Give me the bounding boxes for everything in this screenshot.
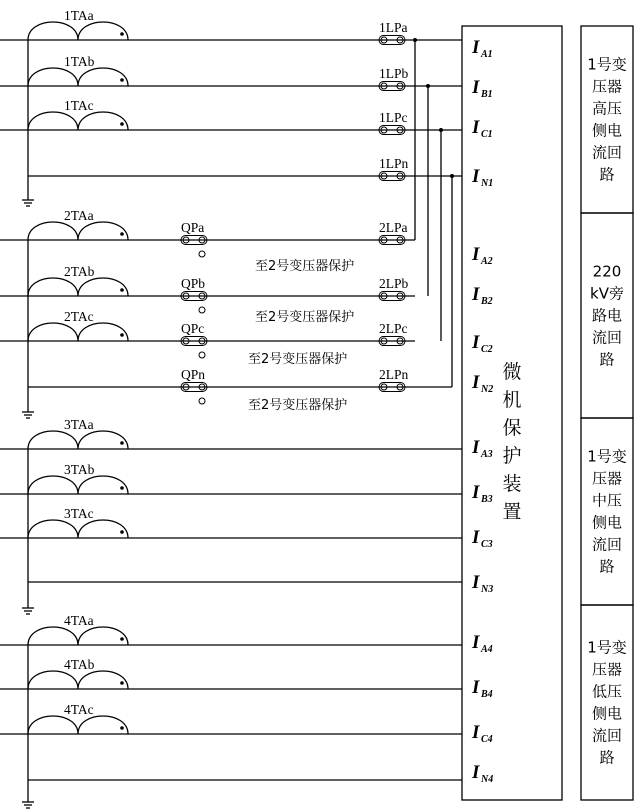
ct-coil	[28, 431, 128, 449]
ct-coil	[28, 323, 128, 341]
ct-4TAb	[28, 657, 128, 689]
circuit-line: 低压	[591, 682, 623, 701]
input-label-C3: I	[472, 527, 480, 548]
to-t2-label: 至2号变压器保护	[248, 352, 348, 367]
ct-label: 3TAc	[64, 506, 94, 521]
device-label-char: 机	[502, 389, 522, 411]
ct-label: 3TAa	[64, 417, 94, 432]
ct-coil	[28, 112, 128, 130]
link-label: 2LPc	[379, 321, 408, 336]
input-label-A3: I	[472, 437, 480, 458]
circuit-box-3	[581, 418, 633, 605]
circuit-box-4	[581, 605, 633, 800]
polarity-dot	[120, 681, 124, 685]
polarity-dot	[120, 637, 124, 641]
ct-2TAa	[28, 208, 128, 240]
ct-coil	[28, 671, 128, 689]
circuit-line: 流回	[591, 143, 623, 162]
input-label-B2: I	[472, 284, 480, 305]
ct-1TAc	[28, 98, 128, 130]
wiring	[0, 38, 462, 792]
link-label: 1LPb	[379, 66, 409, 81]
link-label: QPc	[181, 321, 205, 336]
input-sub-B2: B2	[481, 296, 493, 307]
device-label-char: 装	[502, 473, 522, 495]
input-label-B3: I	[472, 482, 480, 503]
ct-1TAb	[28, 54, 128, 86]
input-label-B4: I	[472, 677, 480, 698]
device-inputs	[471, 37, 493, 785]
input-label-C1: I	[472, 117, 480, 138]
ct-3TAb	[28, 462, 128, 494]
circuit-line: 高压	[591, 99, 623, 118]
ct-label: 2TAb	[64, 264, 95, 279]
ct-label: 3TAb	[64, 462, 95, 477]
link-label: 2LPa	[379, 220, 408, 235]
link-1LPn[interactable]	[379, 156, 409, 181]
link-label: QPa	[181, 220, 205, 235]
ct-coil	[28, 716, 128, 734]
ct-coil	[28, 627, 128, 645]
ct-label: 4TAb	[64, 657, 95, 672]
switch-QPb[interactable]	[181, 276, 207, 301]
ground-icon	[22, 402, 34, 418]
switch-terminal	[199, 251, 205, 257]
input-sub-C4: C4	[481, 734, 493, 745]
switch-terminal	[199, 352, 205, 358]
input-sub-C1: C1	[481, 129, 493, 140]
link-1LPa[interactable]	[379, 20, 408, 45]
protection-device-label	[502, 361, 521, 523]
switch-QPc[interactable]	[181, 321, 207, 346]
input-sub-N2: N2	[481, 384, 494, 395]
link-label: QPn	[181, 367, 206, 382]
circuit-line: 1号变	[587, 55, 627, 74]
link-2LPb[interactable]	[379, 276, 409, 301]
ct-label: 2TAa	[64, 208, 94, 223]
ct-4TAa	[28, 613, 128, 645]
circuit-box-1	[581, 26, 633, 213]
input-sub-A1: A1	[481, 49, 493, 60]
input-sub-C3: C3	[481, 539, 493, 550]
circuit-line: 侧电	[591, 704, 623, 723]
to-t2-label: 至2号变压器保护	[255, 259, 355, 274]
circuit-line: 侧电	[591, 121, 623, 140]
input-sub-A3: A3	[481, 449, 493, 460]
circuit-line: kV旁	[590, 284, 624, 303]
circuit-line: 流回	[591, 726, 623, 745]
ct-label: 2TAc	[64, 309, 94, 324]
polarity-dot	[120, 441, 124, 445]
polarity-dot	[120, 32, 124, 36]
circuit-line: 侧电	[591, 513, 623, 532]
polarity-dot	[120, 726, 124, 730]
link-label: 1LPc	[379, 110, 408, 125]
circuit-line: 压器	[591, 660, 623, 679]
input-sub-B4: B4	[481, 689, 493, 700]
ct-2TAb	[28, 264, 128, 296]
switch-terminal	[199, 307, 205, 313]
input-label-B1: I	[472, 77, 480, 98]
input-sub-N3: N3	[481, 584, 494, 595]
circuit-line: 流回	[591, 328, 623, 347]
device-label-char: 护	[502, 445, 522, 467]
link-label: 1LPn	[379, 156, 409, 171]
polarity-dot	[120, 78, 124, 82]
input-sub-N4: N4	[481, 774, 494, 785]
input-label-A1: I	[472, 37, 480, 58]
circuit-line: 路	[599, 557, 615, 576]
ct-2TAc	[28, 309, 128, 341]
circuit-line: 压器	[591, 77, 623, 96]
device-label-char: 微	[502, 361, 522, 383]
input-label-C4: I	[472, 722, 480, 743]
input-sub-N1: N1	[481, 178, 494, 189]
link-1LPb[interactable]	[379, 66, 409, 91]
ct-label: 1TAc	[64, 98, 94, 113]
test-links	[181, 20, 409, 413]
ground-icon	[22, 598, 34, 614]
input-label-C2: I	[472, 332, 480, 353]
polarity-dot	[120, 486, 124, 490]
link-label: 2LPn	[379, 367, 409, 382]
ct-label: 1TAa	[64, 8, 94, 23]
link-2LPc[interactable]	[379, 321, 408, 346]
circuit-line: 中压	[591, 491, 623, 510]
polarity-dot	[120, 530, 124, 534]
ct-label: 4TAc	[64, 702, 94, 717]
ct-label: 1TAb	[64, 54, 95, 69]
circuit-line: 路	[599, 165, 615, 184]
link-2LPn[interactable]	[379, 367, 409, 392]
ct-coil	[28, 520, 128, 538]
input-sub-A2: A2	[481, 256, 493, 267]
ct-4TAc	[28, 702, 128, 734]
link-1LPc[interactable]	[379, 110, 408, 135]
polarity-dot	[120, 288, 124, 292]
input-sub-B1: B1	[481, 89, 493, 100]
polarity-dot	[120, 122, 124, 126]
circuit-line: 路电	[591, 306, 623, 325]
input-sub-A4: A4	[481, 644, 493, 655]
ct-coil	[28, 476, 128, 494]
ct-coil	[28, 222, 128, 240]
link-label: QPb	[181, 276, 206, 291]
input-label-N2: I	[472, 372, 480, 393]
device-label-char: 保	[502, 417, 522, 439]
input-label-A4: I	[472, 632, 480, 653]
link-label: 2LPb	[379, 276, 409, 291]
ground-icon	[22, 792, 34, 808]
current-transformers	[28, 8, 128, 734]
circuit-text	[587, 56, 627, 767]
ground-icon	[22, 190, 34, 206]
link-label: 1LPa	[379, 20, 408, 35]
circuit-line: 1号变	[587, 447, 627, 466]
to-t2-label: 至2号变压器保护	[248, 398, 348, 413]
ct-coil	[28, 68, 128, 86]
input-sub-C2: C2	[481, 344, 493, 355]
ct-coil	[28, 278, 128, 296]
ct-label: 4TAa	[64, 613, 94, 628]
circuit-line: 流回	[591, 535, 623, 554]
ct-3TAa	[28, 417, 128, 449]
circuit-line: 路	[599, 748, 615, 767]
input-label-A2: I	[472, 244, 480, 265]
to-t2-label: 至2号变压器保护	[255, 310, 355, 325]
device-label-char: 置	[502, 501, 522, 523]
input-label-N3: I	[472, 572, 480, 593]
circuit-line: 1号变	[587, 638, 627, 657]
input-label-N4: I	[472, 762, 480, 783]
ct-1TAa	[28, 8, 128, 40]
input-sub-B3: B3	[481, 494, 493, 505]
ct-3TAc	[28, 506, 128, 538]
circuit-line: 压器	[591, 469, 623, 488]
polarity-dot	[120, 232, 124, 236]
polarity-dot	[120, 333, 124, 337]
circuit-line: 路	[599, 350, 615, 369]
switch-QPn[interactable]	[181, 367, 207, 392]
switch-QPa[interactable]	[181, 220, 207, 245]
input-label-N1: I	[472, 166, 480, 187]
circuit-line: 220	[592, 262, 622, 281]
link-2LPa[interactable]	[379, 220, 408, 245]
ct-coil	[28, 22, 128, 40]
switch-terminal	[199, 398, 205, 404]
